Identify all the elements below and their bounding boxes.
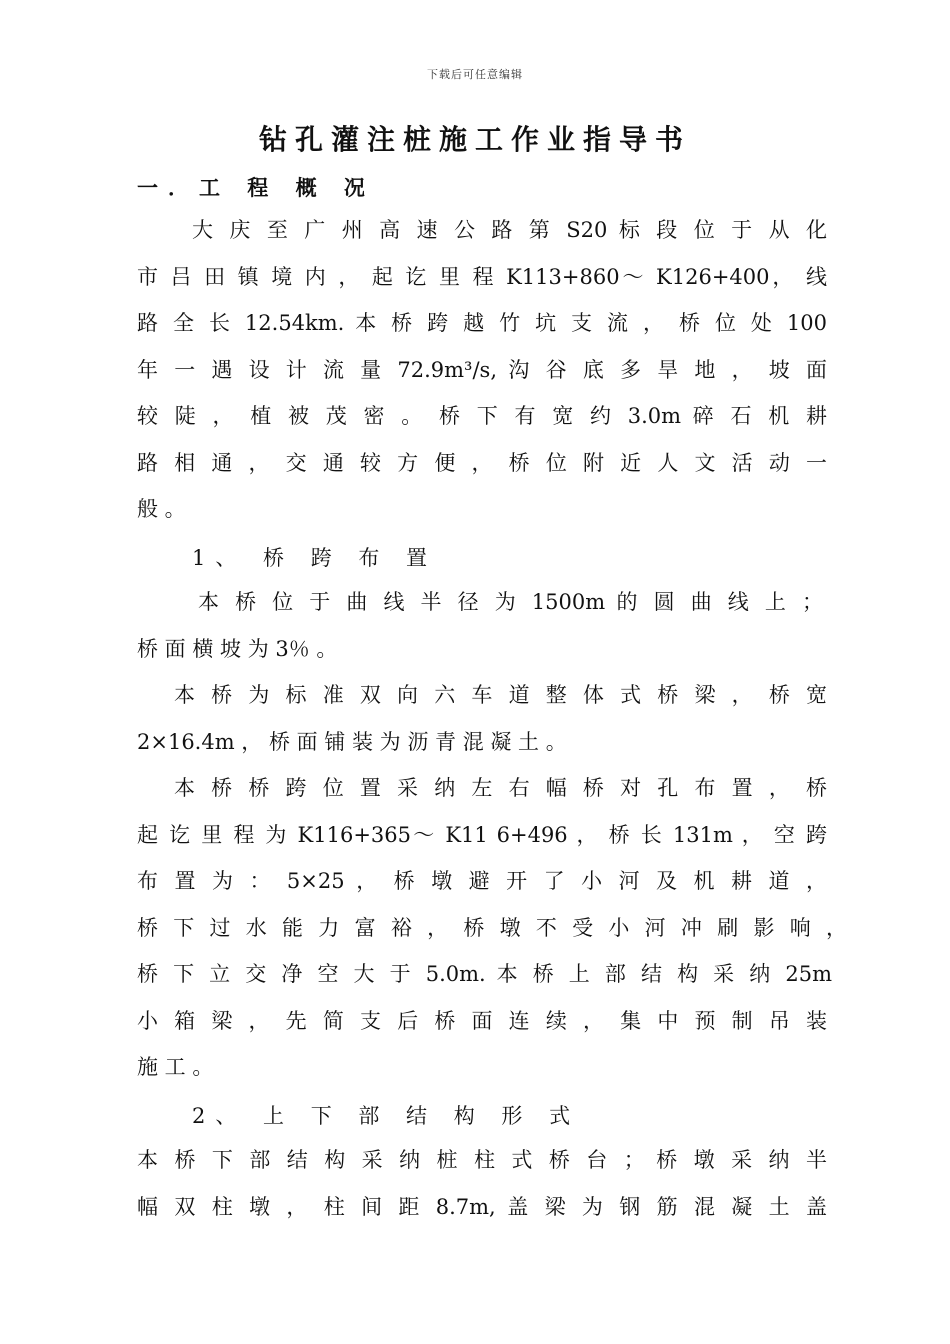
- subheading-span-layout: 1、 桥 跨 布 置: [192, 546, 438, 570]
- paragraph-line: 较 陡 ， 植 被 茂 密 。 桥 下 有 宽 约 3.0m 碎 石 机 耕: [137, 404, 827, 428]
- paragraph-line: 路 相 通 ， 交 通 较 方 便 ， 桥 位 附 近 人 文 活 动 一: [137, 451, 827, 475]
- paragraph-line: 施 工 。: [137, 1055, 214, 1079]
- paragraph-line: 大 庆 至 广 州 高 速 公 路 第 S20 标 段 位 于 从 化: [192, 218, 827, 242]
- paragraph-line: 小 箱 梁 ， 先 简 支 后 桥 面 连 续 ， 集 中 预 制 吊 装: [137, 1009, 827, 1033]
- paragraph-line: 本 桥 位 于 曲 线 半 径 为 1500m 的 圆 曲 线 上 ；: [198, 590, 823, 614]
- paragraph-line: 起 讫 里 程 为 K116+365～ K11 6+496 ， 桥 长 131m ， 空 跨: [137, 823, 827, 847]
- paragraph-line: 市 吕 田 镇 境 内 ， 起 讫 里 程 K113+860～ K126+400， 线: [137, 265, 827, 289]
- subheading-structure-form: 2、 上 下 部 结 构 形 式: [192, 1104, 581, 1128]
- paragraph-line: 桥 下 立 交 净 空 大 于 5.0m. 本 桥 上 部 结 构 采 纳 25m: [137, 962, 832, 986]
- section-heading-overview: 一．工 程 概 况: [137, 175, 375, 200]
- paragraph-line: 桥 面 横 坡 为 3％ 。: [137, 637, 338, 661]
- paragraph-line: 本 桥 下 部 结 构 采 纳 桩 柱 式 桥 台 ； 桥 墩 采 纳 半: [137, 1148, 827, 1172]
- paragraph-line: 2×16.4m ， 桥 面 铺 装 为 沥 青 混 凝 土 。: [137, 730, 567, 754]
- paragraph-line: 年 一 遇 设 计 流 量 72.9m³/s, 沟 谷 底 多 旱 地 ， 坡 面: [137, 358, 827, 382]
- paragraph-line: 路 全 长 12.54km. 本 桥 跨 越 竹 坑 支 流 ， 桥 位 处 100: [137, 311, 827, 335]
- header-note: 下载后可任意编辑: [427, 68, 523, 81]
- document-title: 钻孔灌注桩施工作业指导书: [258, 123, 691, 156]
- paragraph-line: 幅 双 柱 墩 ， 柱 间 距 8.7m, 盖 梁 为 钢 筋 混 凝 土 盖: [137, 1195, 827, 1219]
- paragraph-line: 本 桥 桥 跨 位 置 采 纳 左 右 幅 桥 对 孔 布 置 ， 桥: [174, 776, 827, 800]
- paragraph-line: 般 。: [137, 497, 186, 521]
- paragraph-line: 布 置 为 ： 5×25 ， 桥 墩 避 开 了 小 河 及 机 耕 道 ，: [137, 869, 827, 893]
- paragraph-line: 本 桥 为 标 准 双 向 六 车 道 整 体 式 桥 梁 ， 桥 宽: [174, 683, 827, 707]
- paragraph-line: 桥 下 过 水 能 力 富 裕 ， 桥 墩 不 受 小 河 冲 刷 影 响 ，: [137, 916, 847, 940]
